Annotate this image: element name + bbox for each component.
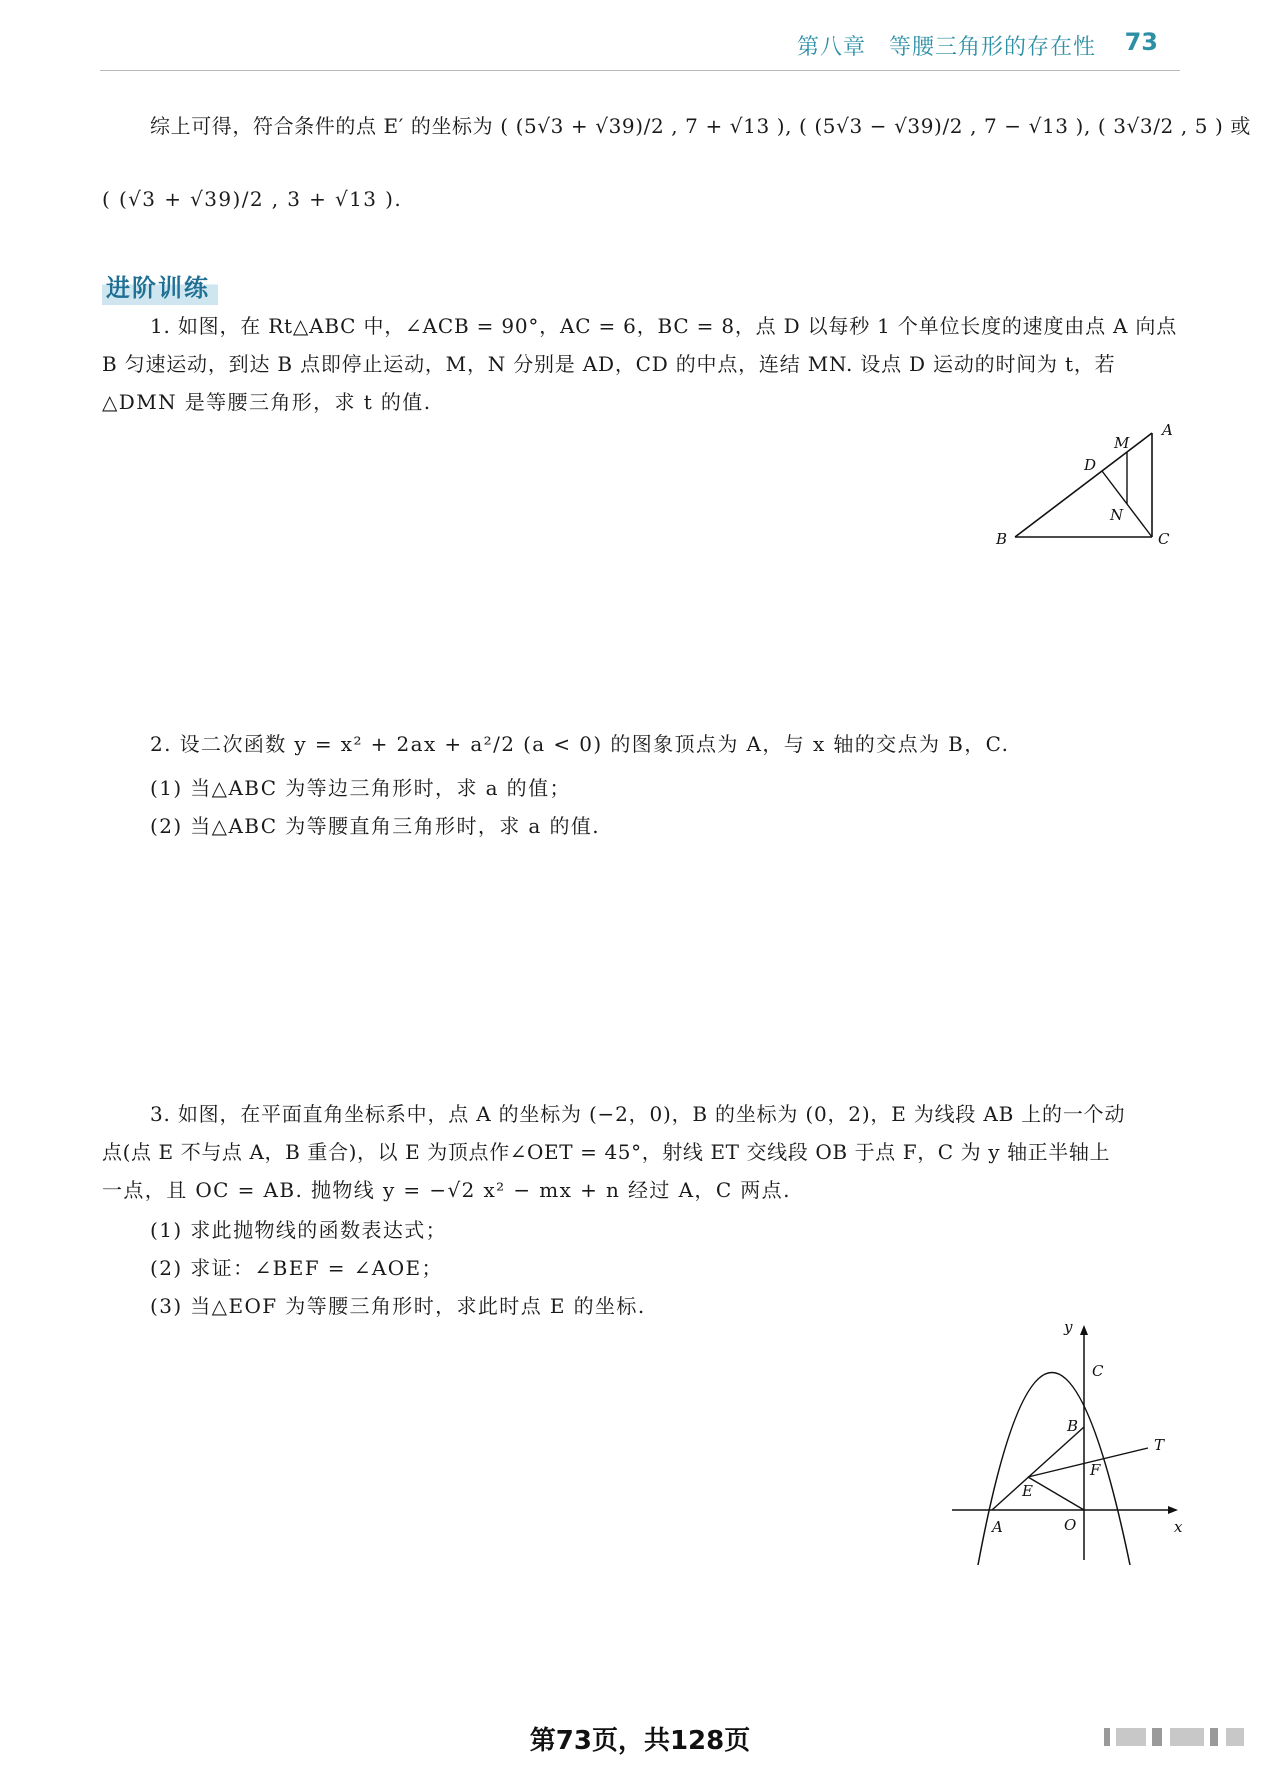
label-a: A xyxy=(1162,421,1173,439)
edge-ab xyxy=(1015,433,1152,537)
label-e: E xyxy=(1022,1482,1033,1500)
parabola-figure xyxy=(950,1320,1190,1570)
problem1-line-2: B 匀速运动，到达 B 点即停止运动，M，N 分别是 AD，CD 的中点，连结 MN. 设点 D 运动的时间为 t，若 xyxy=(102,352,1116,376)
parabola-curve xyxy=(978,1373,1130,1566)
problem1-line-3: △DMN 是等腰三角形，求 t 的值. xyxy=(102,390,432,414)
summary-line-1: 综上可得，符合条件的点 E′ 的坐标为 ( (5√3 + √39)/2 , 7 + √13 ), ( (5√3 − √39)/2 , 7 − √13 ), ( 3√3/2 , 5 ) 或 xyxy=(150,114,1251,138)
page-header xyxy=(100,26,1180,71)
label-f: F xyxy=(1090,1461,1101,1479)
watermark-logo xyxy=(1104,1728,1254,1746)
page-footer: 第73页，共128页 xyxy=(529,1726,751,1756)
x-axis-arrow xyxy=(1168,1506,1178,1514)
label-a: A xyxy=(992,1518,1003,1536)
problem3-line-3: 一点，且 OC = AB. 抛物线 y = −√2 x² − mx + n 经过 A，C 两点. xyxy=(102,1178,791,1202)
label-m: M xyxy=(1114,434,1130,452)
triangle-figure xyxy=(990,420,1180,550)
chapter-title: 第八章 等腰三角形的存在性 xyxy=(796,35,1096,60)
problem2-line-1: 2. 设二次函数 y = x² + 2ax + a²/2 (a < 0) 的图象顶点为 A，与 x 轴的交点为 B，C. xyxy=(150,732,1010,756)
label-o: O xyxy=(1064,1516,1077,1534)
ray-et xyxy=(1028,1448,1148,1477)
header-page-number: 73 xyxy=(1124,28,1158,56)
segment-eo xyxy=(1028,1477,1084,1510)
y-axis-arrow xyxy=(1080,1325,1088,1335)
label-n: N xyxy=(1110,506,1124,524)
label-y: y xyxy=(1064,1320,1073,1336)
label-b: B xyxy=(1067,1417,1079,1435)
problem3-line-1: 3. 如图，在平面直角坐标系中，点 A 的坐标为 (−2，0)，B 的坐标为 (0，2)，E 为线段 AB 上的一个动 xyxy=(150,1102,1126,1126)
problem1-line-1: 1. 如图，在 Rt△ABC 中，∠ACB = 90°，AC = 6，BC = 8，点 D 以每秒 1 个单位长度的速度由点 A 向点 xyxy=(150,314,1178,338)
problem3-part-3: (3) 当△EOF 为等腰三角形时，求此时点 E 的坐标. xyxy=(150,1294,646,1318)
problem3-line-2: 点(点 E 不与点 A，B 重合)，以 E 为顶点作∠OET = 45°，射线 ET 交线段 OB 于点 F，C 为 y 轴正半轴上 xyxy=(102,1140,1111,1164)
problem2-part-1: (1) 当△ABC 为等边三角形时，求 a 的值； xyxy=(150,776,571,800)
label-c: C xyxy=(1092,1362,1104,1380)
label-d: D xyxy=(1084,456,1097,474)
section-title: 进阶训练 xyxy=(102,268,218,305)
segment-ab xyxy=(992,1427,1084,1510)
label-x: x xyxy=(1174,1518,1183,1536)
label-b: B xyxy=(996,530,1008,548)
problem3-part-2: (2) 求证：∠BEF = ∠AOE； xyxy=(150,1256,443,1280)
problem3-part-1: (1) 求此抛物线的函数表达式； xyxy=(150,1218,448,1242)
summary-line-2: ( (√3 + √39)/2 , 3 + √13 ). xyxy=(102,187,403,211)
problem2-part-2: (2) 当△ABC 为等腰直角三角形时，求 a 的值. xyxy=(150,814,601,838)
label-c: C xyxy=(1158,530,1170,548)
label-t: T xyxy=(1154,1436,1165,1454)
